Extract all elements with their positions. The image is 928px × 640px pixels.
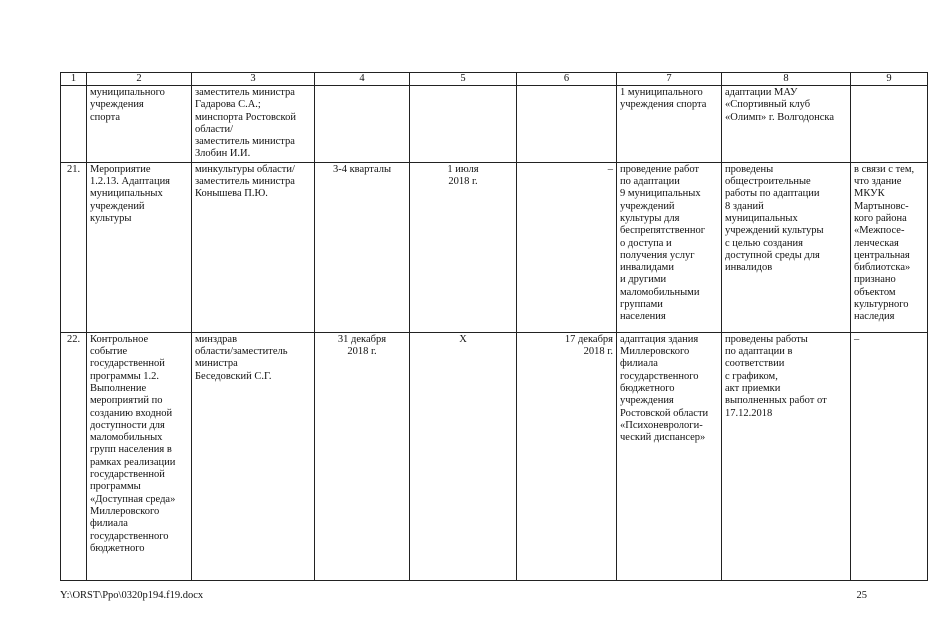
file-path: Y:\ORST\Ppo\0320p194.f19.docx: [60, 590, 204, 601]
cell-text-line: Конышева П.Ю.: [195, 188, 268, 200]
cell-expected: [617, 162, 722, 332]
cell-text-line: «Олимп» г. Волгодонска: [725, 111, 835, 123]
cell-text-line: государственного: [90, 530, 169, 542]
cell-text-line: учреждения: [620, 395, 674, 407]
cell-text-line: государственного: [620, 370, 699, 382]
cell-text-line: 8 зданий: [725, 200, 764, 212]
header-cell-4: 4: [315, 73, 410, 86]
header-cell-3: 3: [192, 73, 315, 86]
cell-text-line: государственной: [90, 469, 165, 481]
cell-period: [315, 162, 410, 332]
cell-text-line: 17 декабря: [564, 333, 613, 345]
cell-text-line: адаптации МАУ: [725, 87, 798, 98]
cell-text-line: проведены работы: [725, 333, 808, 345]
cell-text-line: –: [607, 163, 613, 175]
cell-text-line: учреждений: [620, 200, 675, 212]
cell-text-line: учреждений культуры: [725, 225, 824, 237]
cell-text-line: «Психоневрологи-: [620, 419, 703, 431]
cell-text-line: работы по адаптации: [725, 188, 820, 200]
cell-start: [410, 332, 517, 580]
cell-actual: [722, 86, 851, 163]
cell-name: [87, 86, 192, 163]
cell-text-line: государственной: [90, 358, 165, 370]
cell-text-line: что здание: [854, 176, 902, 188]
cell-text-line: маломобильными: [620, 286, 700, 298]
cell-reason: [851, 86, 928, 163]
header-cell-2: 2: [87, 73, 192, 86]
cell-text-line: 1 июля: [447, 163, 479, 175]
cell-text-line: филиала: [620, 358, 658, 370]
cell-text-line: проведены: [725, 163, 774, 175]
cell-text-line: Мероприятие: [90, 163, 151, 175]
cell-text-line: с графиком,: [725, 370, 778, 382]
cell-text-line: Мартыновс-: [854, 200, 909, 212]
cell-text-line: кого района: [854, 212, 907, 224]
cell-text-line: 1 муниципального: [620, 87, 703, 98]
cell-text-line: получения услуг: [620, 249, 695, 261]
cell-text-line: «Межпосе-: [854, 225, 905, 237]
cell-text-line: соответствии: [725, 358, 785, 370]
cell-text-line: Миллеровского: [620, 346, 690, 358]
cell-text-line: Ростовской области: [620, 407, 709, 419]
header-cell-8: 8: [722, 73, 851, 86]
header-cell-7: 7: [617, 73, 722, 86]
cell-text-line: области/: [195, 123, 234, 135]
cell-executor: [192, 162, 315, 332]
cell-text-line: и другими: [620, 274, 667, 286]
cell-period: [315, 86, 410, 163]
cell-text-line: беспрепятственног: [620, 225, 706, 237]
cell-executor: [192, 332, 315, 580]
cell-text-line: МКУК: [854, 188, 885, 200]
cell-text-line: населения: [620, 311, 666, 323]
cell-text-line: программы: [90, 481, 141, 493]
cell-text-line: 2018 г.: [583, 346, 613, 358]
header-cell-5: 5: [410, 73, 517, 86]
cell-text-line: общестроительные: [725, 176, 811, 188]
cell-text-line: Гадарова С.А.;: [195, 99, 261, 111]
cell-reason: [851, 332, 928, 580]
cell-text-line: –: [854, 333, 860, 345]
cell-text-line: Беседовский С.Г.: [195, 370, 272, 382]
cell-text-line: 17.12.2018: [725, 407, 773, 419]
cell-no: 22.: [61, 332, 87, 580]
cell-text-line: Миллеровского: [90, 505, 160, 517]
cell-text-line: инвалидов: [725, 262, 773, 274]
cell-name: [87, 162, 192, 332]
cell-text-line: доступной среды для: [725, 249, 820, 261]
cell-end: [517, 86, 617, 163]
cell-text-line: области/заместитель: [195, 346, 288, 358]
cell-text-line: спорта: [90, 111, 121, 123]
cell-text-line: минздрав: [195, 333, 238, 345]
cell-no: 21.: [61, 162, 87, 332]
cell-start: [410, 86, 517, 163]
cell-text-line: инвалидами: [620, 262, 674, 274]
cell-text-line: «Спортивный клуб: [725, 99, 811, 111]
table-row: [61, 86, 928, 163]
cell-expected: [617, 332, 722, 580]
cell-text-line: в связи с тем,: [854, 163, 915, 175]
cell-text-line: 1.2.13. Адаптация: [90, 176, 171, 188]
cell-text-line: муниципального: [90, 87, 165, 98]
cell-text-line: с целью создания: [725, 237, 804, 249]
cell-text-line: «Доступная среда»: [90, 493, 176, 505]
header-cell-9: 9: [851, 73, 928, 86]
cell-text-line: ленческая: [854, 237, 899, 249]
cell-text-line: центральная: [854, 249, 910, 261]
cell-reason: [851, 162, 928, 332]
cell-text-line: проведение работ: [620, 163, 700, 175]
cell-text-line: заместитель министра: [195, 136, 295, 148]
cell-text-line: признано: [854, 274, 896, 286]
cell-text-line: созданию входной: [90, 407, 173, 419]
cell-text-line: групп населения в: [90, 444, 172, 456]
cell-end: [517, 332, 617, 580]
cell-text-line: Злобин И.И.: [195, 148, 251, 160]
cell-text-line: 2018 г.: [448, 176, 478, 188]
cell-text-line: филиала: [90, 518, 128, 530]
cell-name: [87, 332, 192, 580]
cell-text-line: по адаптации в: [725, 346, 793, 358]
cell-text-line: бюджетного: [620, 382, 675, 394]
cell-text-line: мероприятий по: [90, 395, 163, 407]
cell-text-line: Выполнение: [90, 382, 147, 394]
cell-text-line: культурного: [854, 299, 909, 311]
cell-text-line: событие: [90, 346, 128, 358]
report-table: [60, 72, 928, 581]
header-cell-6: 6: [517, 73, 617, 86]
cell-text-line: Х: [459, 333, 467, 345]
cell-text-line: культуры для: [620, 212, 680, 224]
cell-text-line: доступности для: [90, 419, 165, 431]
cell-text-line: библиотска»: [854, 262, 911, 274]
header-cell-1: 1: [61, 73, 87, 86]
cell-end: [517, 162, 617, 332]
cell-actual: [722, 162, 851, 332]
cell-text-line: маломобильных: [90, 432, 163, 444]
cell-expected: [617, 86, 722, 163]
cell-no: [61, 86, 87, 163]
cell-text-line: рамках реализации: [90, 456, 176, 468]
cell-text-line: Контрольное: [90, 333, 149, 345]
cell-actual: [722, 332, 851, 580]
cell-text-line: культуры: [90, 212, 132, 224]
cell-text-line: учреждения спорта: [620, 99, 707, 111]
cell-text-line: учреждения: [90, 99, 144, 111]
cell-text-line: 9 муниципальных: [620, 188, 701, 200]
cell-text-line: акт приемки: [725, 382, 781, 394]
cell-text-line: бюджетного: [90, 542, 145, 554]
cell-executor: [192, 86, 315, 163]
table-row: [61, 162, 928, 332]
cell-text-line: группами: [620, 299, 663, 311]
cell-text-line: наследия: [854, 311, 895, 323]
page-number: 25: [856, 590, 867, 601]
cell-text-line: 31 декабря: [337, 333, 387, 345]
cell-text-line: 2018 г.: [347, 346, 377, 358]
cell-text-line: адаптация здания: [620, 333, 699, 345]
cell-text-line: муниципальных: [725, 212, 798, 224]
cell-text-line: о доступа и: [620, 237, 672, 249]
cell-text-line: по адаптации: [620, 176, 680, 188]
table-row: [61, 332, 928, 580]
cell-text-line: объектом: [854, 286, 896, 298]
cell-text-line: ческий диспансер»: [620, 432, 706, 444]
cell-text-line: муниципальных: [90, 188, 163, 200]
cell-text-line: выполненных работ от: [725, 395, 827, 407]
header-row: [61, 73, 928, 86]
cell-text-line: минспорта Ростовской: [195, 111, 296, 123]
cell-start: [410, 162, 517, 332]
cell-text-line: программы 1.2.: [90, 370, 160, 382]
cell-text-line: 3-4 кварталы: [332, 163, 392, 175]
cell-text-line: минкультуры области/: [195, 163, 295, 175]
cell-period: [315, 332, 410, 580]
cell-text-line: министра: [195, 358, 238, 370]
cell-text-line: учреждений: [90, 200, 145, 212]
cell-text-line: заместитель министра: [195, 87, 295, 98]
cell-text-line: заместитель министра: [195, 176, 295, 188]
